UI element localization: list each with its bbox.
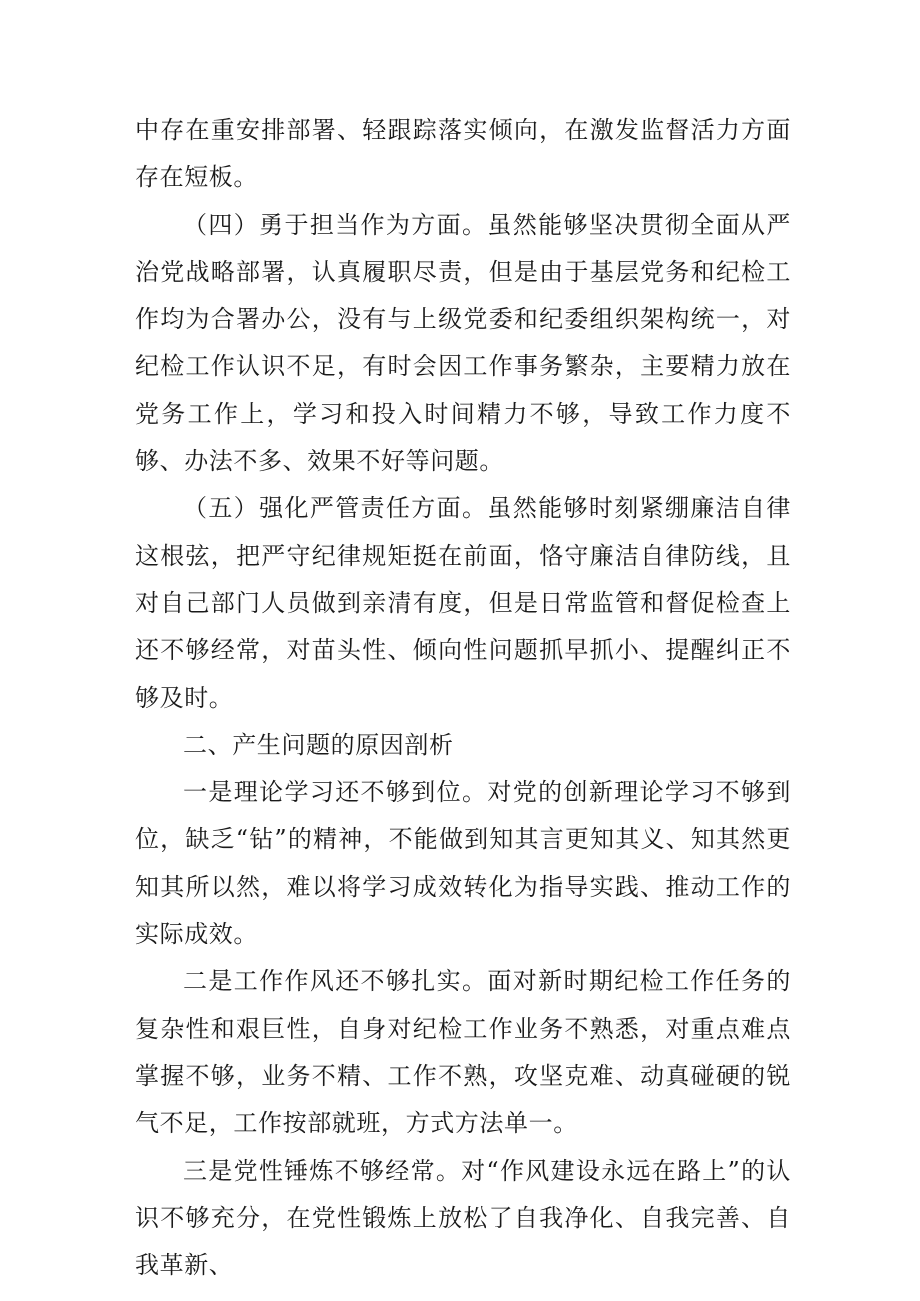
- document-body: [135, 107, 791, 1289]
- paragraph-section-five: （五）强化严管责任方面。虽然能够时刻紧绷廉洁自律这根弦，把严守纪律规矩挺在前面，恪守廉洁自律防线，且对自己部门人员做到亲清有度，但是日常监管和督促检查上还不够经常，对苗头性、倾向性问题抓早抓小、提醒纠正不够及时。: [135, 494, 791, 712]
- paragraph-continuation: 中存在重安排部署、轻跟踪落实倾向，在激发监督活力方面存在短板。: [135, 116, 791, 192]
- paragraph-section-four: （四）勇于担当作为方面。虽然能够坚决贯彻全面从严治党战略部署，认真履职尽责，但是由于基层党务和纪检工作均为合署办公，没有与上级党委和纪委组织架构统一，对纪检工作认识不足，有时会因工作事务繁杂，主要精力放在党务工作上，学习和投入时间精力不够，导致工作力度不够、办法不多、效果不好等问题。: [135, 210, 791, 476]
- paragraph-cause-two: 二是工作作风还不够扎实。面对新时期纪检工作任务的复杂性和艰巨性，自身对纪检工作业务不熟悉，对重点难点掌握不够，业务不精、工作不熟，攻坚克难、动真碰硬的锐气不足，工作按部就班，方式方法单一。: [135, 967, 791, 1138]
- section-heading-cause-analysis: 二、产生问题的原因剖析: [183, 730, 454, 759]
- paragraph-cause-one: 一是理论学习还不够到位。对党的创新理论学习不够到位，缺乏“钻”的精神，不能做到知其言更知其义、知其然更知其所以然，难以将学习成效转化为指导实践、推动工作的实际成效。: [135, 778, 791, 949]
- paragraph-cause-three: 三是党性锤炼不够经常。对“作风建设永远在路上”的认识不够充分，在党性锻炼上放松了自我净化、自我完善、自我革新、: [135, 1156, 791, 1280]
